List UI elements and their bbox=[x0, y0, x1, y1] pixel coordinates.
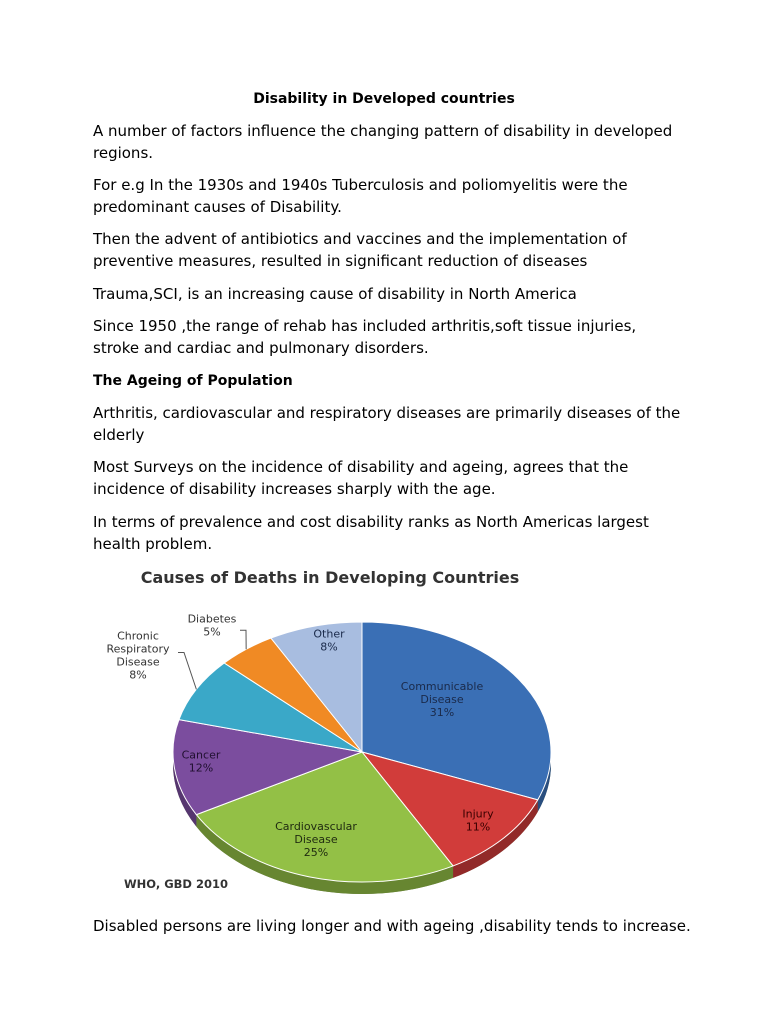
leader-line bbox=[178, 653, 196, 690]
leader-line bbox=[240, 630, 246, 649]
slice-name-label: Cancer bbox=[181, 748, 221, 762]
paragraph-3: Then the advent of antibiotics and vaccines and the implementation of preventive measures, resulted in significant reduction of diseases bbox=[93, 230, 627, 270]
pie-chart-figure bbox=[90, 562, 570, 898]
chart-source: WHO, GBD 2010 bbox=[124, 877, 228, 891]
chart-title: Causes of Deaths in Developing Countries bbox=[140, 568, 520, 587]
slice-name-label: Injury bbox=[462, 807, 494, 821]
section-heading: The Ageing of Population bbox=[93, 373, 293, 389]
paragraph-2: For e.g In the 1930s and 1940s Tuberculosis and poliomyelitis were the predominant causes of Disability. bbox=[93, 176, 628, 216]
paragraph-4: Trauma,SCI, is an increasing cause of disability in North America bbox=[93, 285, 577, 303]
paragraph-7: Most Surveys on the incidence of disability and ageing, agrees that the incidence of disability increases sharply with the age. bbox=[93, 458, 629, 498]
paragraph-1: A number of factors influence the changing pattern of disability in developed regions. bbox=[93, 122, 673, 162]
slice-name-label: Cardiovascular bbox=[275, 820, 357, 833]
slice-name-label: Other bbox=[313, 627, 345, 641]
slice-value-label: 8% bbox=[129, 668, 147, 682]
slice-name-label: Disease bbox=[420, 693, 464, 706]
slice-value-label: 31% bbox=[429, 706, 455, 719]
slice-name-label: Communicable bbox=[400, 680, 484, 693]
pie-chart-svg bbox=[90, 562, 570, 898]
paragraph-5: Since 1950 ,the range of rehab has included arthritis,soft tissue injuries, stroke and cardiac and pulmonary disorders. bbox=[93, 317, 637, 357]
slice-value-label: 11% bbox=[465, 820, 491, 834]
slice-value-label: 25% bbox=[303, 846, 329, 859]
paragraph-8: In terms of prevalence and cost disability ranks as North Americas largest health problem. bbox=[93, 513, 649, 553]
slice-value-label: 12% bbox=[188, 761, 214, 775]
slice-name-label: Respiratory bbox=[106, 642, 170, 656]
slice-name-label: Diabetes bbox=[187, 612, 237, 626]
slice-value-label: 5% bbox=[203, 625, 221, 639]
paragraph-6: Arthritis, cardiovascular and respiratory diseases are primarily diseases of the elderly bbox=[93, 404, 681, 444]
closing-paragraph: Disabled persons are living longer and with ageing ,disability tends to increase. bbox=[93, 917, 691, 935]
slice-name-label: Disease bbox=[294, 833, 338, 846]
slice-name-label: Disease bbox=[116, 655, 160, 669]
slice-value-label: 8% bbox=[320, 640, 338, 654]
slice-name-label: Chronic bbox=[117, 629, 159, 643]
document-title: Disability in Developed countries bbox=[253, 91, 515, 107]
pie-slices bbox=[173, 622, 551, 882]
